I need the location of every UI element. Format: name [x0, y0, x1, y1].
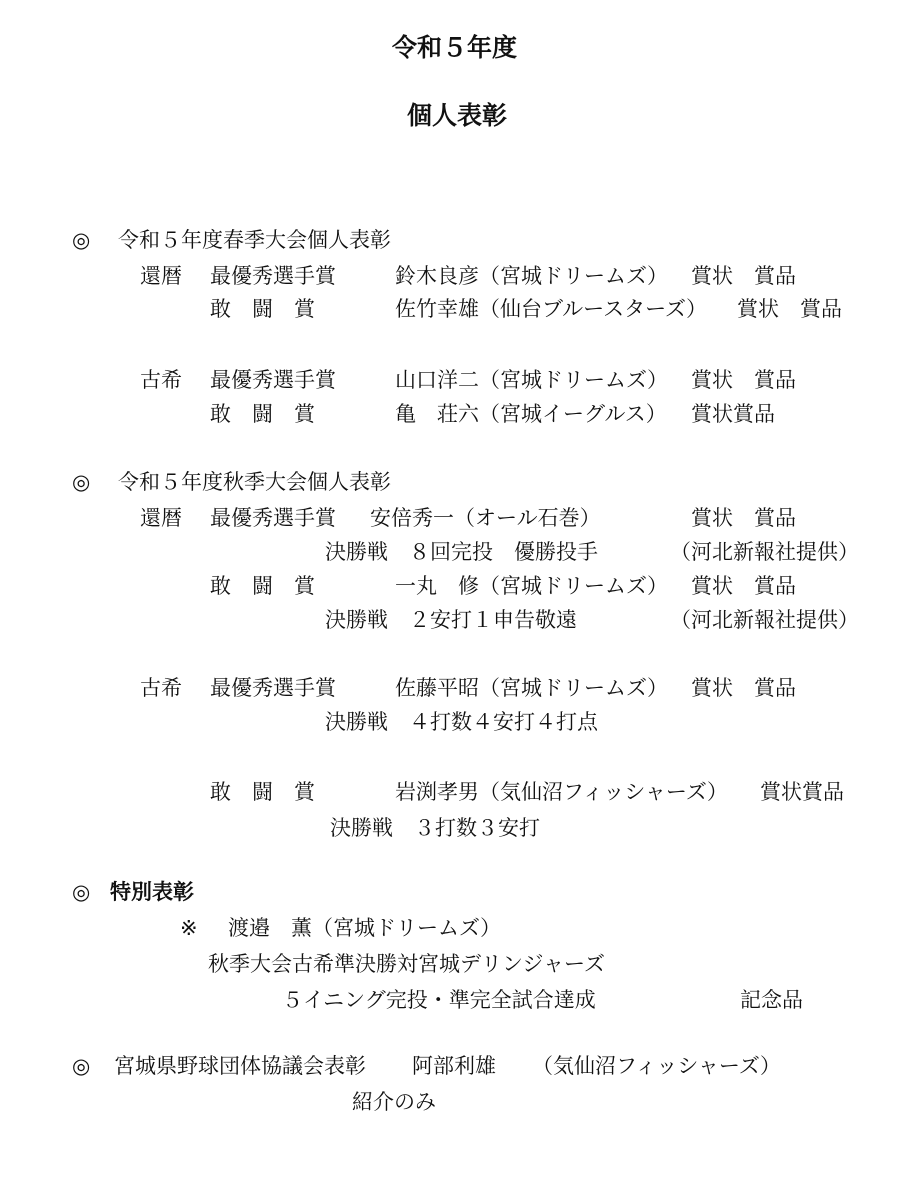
spring-kanreki-mvp-player: 鈴木良彦（宮城ドリームズ）	[395, 264, 668, 288]
spring-koki-category: 古希	[140, 368, 182, 392]
double-circle-icon: ◎	[72, 228, 91, 252]
spring-kanreki-fight-award: 敢 闘 賞	[210, 297, 315, 321]
spring-koki-fight-award: 敢 闘 賞	[210, 402, 315, 426]
autumn-kanreki-mvp-award: 最優秀選手賞	[210, 506, 336, 530]
autumn-kanreki-mvp-note: 決勝戦 ８回完投 優勝投手	[325, 540, 598, 564]
autumn-kanreki-mvp-player: 安倍秀一（オール石巻）	[370, 506, 601, 530]
autumn-koki-fight-award: 敢 闘 賞	[210, 780, 315, 804]
document-title: 個人表彰	[407, 101, 508, 130]
special-player: 渡邉 薫（宮城ドリームズ）	[228, 916, 501, 940]
spring-kanreki-mvp-prize: 賞状 賞品	[691, 264, 796, 288]
autumn-koki-mvp-award: 最優秀選手賞	[210, 676, 336, 700]
autumn-koki-mvp-note: 決勝戦 ４打数４安打４打点	[325, 710, 598, 734]
autumn-kanreki-mvp-prize: 賞状 賞品	[691, 506, 796, 530]
spring-kanreki-category: 還暦	[140, 264, 182, 288]
autumn-kanreki-fight-sponsor: （河北新報社提供）	[670, 608, 859, 632]
document-year: 令和５年度	[392, 33, 518, 62]
autumn-heading: 令和５年度秋季大会個人表彰	[118, 470, 391, 494]
special-prize: 記念品	[740, 988, 803, 1012]
spring-kanreki-fight-player: 佐竹幸雄（仙台ブルースターズ）	[395, 297, 708, 321]
autumn-koki-fight-prize: 賞状賞品	[760, 780, 844, 804]
spring-heading: 令和５年度春季大会個人表彰	[118, 228, 391, 252]
double-circle-icon: ◎	[72, 880, 91, 904]
autumn-kanreki-fight-note: 決勝戦 ２安打１申告敬遠	[325, 608, 577, 632]
spring-koki-mvp-player: 山口洋二（宮城ドリームズ）	[395, 368, 668, 392]
spring-koki-fight-prize: 賞状賞品	[691, 402, 775, 426]
autumn-kanreki-fight-player: 一丸 修（宮城ドリームズ）	[395, 574, 668, 598]
double-circle-icon: ◎	[72, 1054, 91, 1078]
prefecture-team: （気仙沼フィッシャーズ）	[532, 1054, 781, 1078]
autumn-koki-mvp-player: 佐藤平昭（宮城ドリームズ）	[395, 676, 668, 700]
autumn-koki-fight-note: 決勝戦 ３打数３安打	[330, 816, 540, 840]
prefecture-heading: 宮城県野球団体協議会表彰	[114, 1054, 366, 1078]
autumn-kanreki-fight-award: 敢 闘 賞	[210, 574, 315, 598]
spring-koki-mvp-prize: 賞状 賞品	[691, 368, 796, 392]
autumn-kanreki-category: 還暦	[140, 506, 182, 530]
autumn-kanreki-fight-prize: 賞状 賞品	[691, 574, 796, 598]
special-bullet: ※	[180, 916, 198, 940]
autumn-kanreki-mvp-sponsor: （河北新報社提供）	[670, 540, 859, 564]
prefecture-player: 阿部利雄	[412, 1054, 496, 1078]
special-line-1: 秋季大会古希準決勝対宮城デリンジャーズ	[208, 952, 606, 976]
special-heading: 特別表彰	[110, 879, 194, 904]
special-line-2: ５イニング完投・準完全試合達成	[282, 988, 596, 1012]
autumn-koki-category: 古希	[140, 676, 182, 700]
spring-kanreki-mvp-award: 最優秀選手賞	[210, 264, 336, 288]
spring-kanreki-fight-prize: 賞状 賞品	[737, 297, 842, 321]
autumn-koki-fight-player: 岩渕孝男（気仙沼フィッシャーズ）	[395, 780, 728, 804]
prefecture-note: 紹介のみ	[352, 1090, 436, 1114]
double-circle-icon: ◎	[72, 470, 91, 494]
autumn-koki-mvp-prize: 賞状 賞品	[691, 676, 796, 700]
spring-koki-fight-player: 亀 荘六（宮城イーグルス）	[395, 402, 667, 426]
spring-koki-mvp-award: 最優秀選手賞	[210, 368, 336, 392]
